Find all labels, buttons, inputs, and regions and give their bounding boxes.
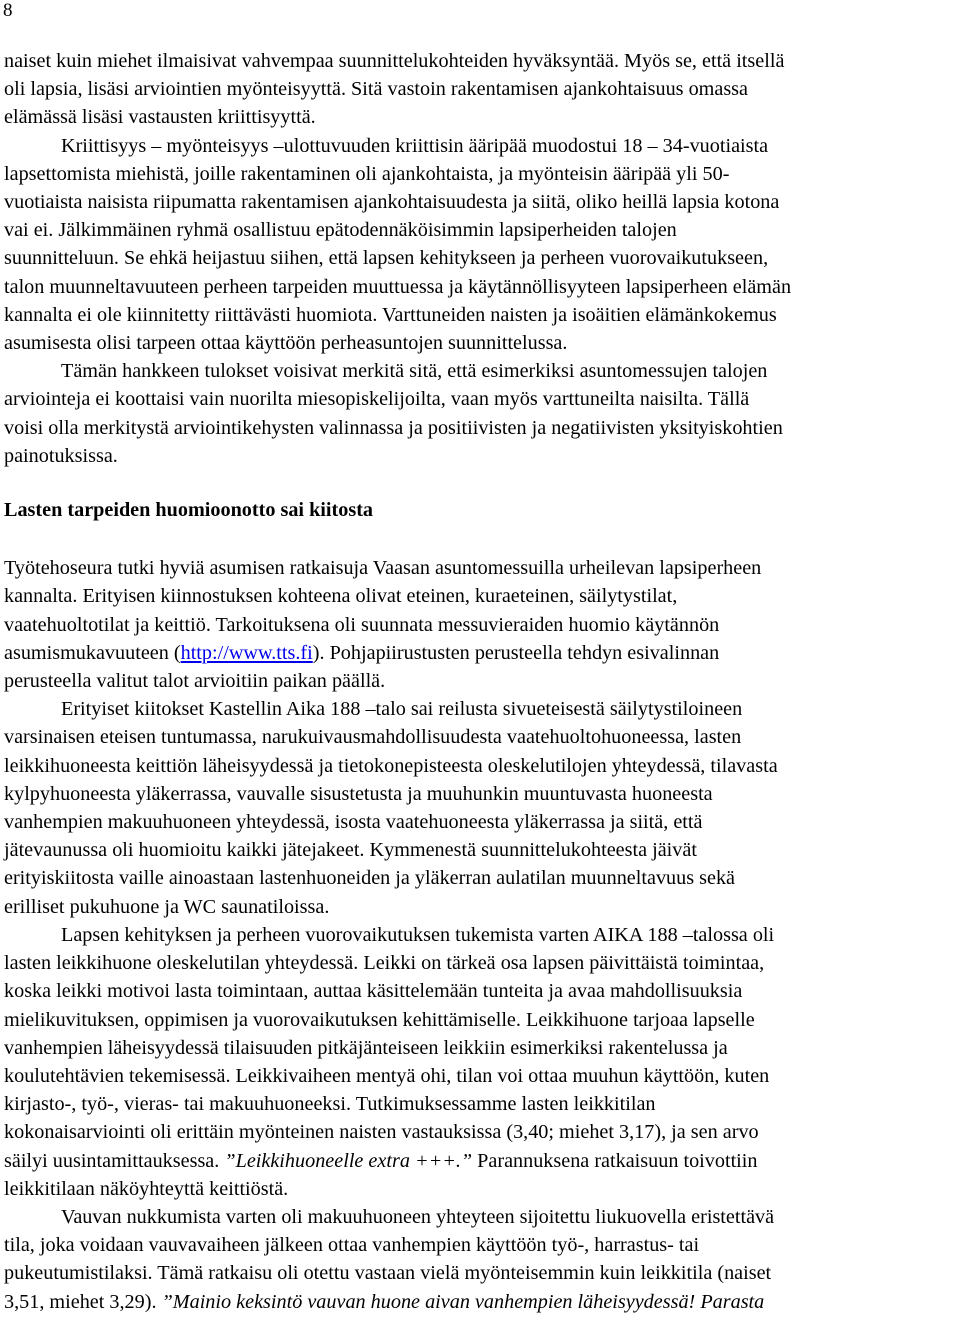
- text-line: kannalta. Erityisen kiinnostuksen kohteena olivat eteinen, kuraeteinen, säilytystilat,: [4, 585, 678, 608]
- text-line: vanhempien läheisyydessä tilaisuuden pitkäjänteiseen leikkiin esimerkiksi rakentelussa ja: [4, 1036, 728, 1059]
- quote-italic: Parasta: [700, 1290, 765, 1313]
- text-line: perusteella valitut talot arvioitiin paikan päällä.: [4, 670, 386, 693]
- text-line: [4, 1203, 960, 1231]
- text-span: asumismukavuuteen (: [4, 641, 181, 664]
- text-line: arviointeja ei koottaisi vain nuorilta miesopiskelijoilta, vaan myös varttuneilta naisilta. Tällä: [4, 388, 750, 411]
- text-line: koska leikki motivoi lasta toimintaan, auttaa käsittelemään tunteita ja avaa mahdollisuuksia: [4, 980, 743, 1003]
- quote-italic: ”Mainio keksintö vauvan huone aivan vanhempien läheisyydessä!: [161, 1290, 696, 1313]
- text-line: oli lapsia, lisäsi arviointien myönteisyyttä. Sitä vastoin rakentamisen ajankohtaisuus omassa: [4, 78, 749, 101]
- text-line: Työtehoseura tutki hyviä asumisen ratkaisuja Vaasan asuntomessuilla urheilevan lapsiperheen: [4, 557, 762, 580]
- text-line: varsinaisen eteisen tuntumassa, narukuivausmahdollisuudesta vaatehuoltohuoneessa, lasten: [4, 726, 742, 749]
- text-line: painotuksissa.: [4, 444, 118, 467]
- spacer: [4, 470, 960, 496]
- text-line: leikkitilaan näköyhteyttä keittiöstä.: [4, 1177, 289, 1200]
- document-body: [4, 47, 960, 1316]
- text-span: säilyi uusintamittauksessa.: [4, 1149, 225, 1172]
- text-span: Kriittisyys – myönteisyys –ulottuvuuden kriittisin ääripää muodostui 18 – 34-vuotiaista: [61, 134, 769, 157]
- text-line: pukeutumistilaksi. Tämä ratkaisu oli otettu vastaan vielä myönteisemmin kuin leikkitila (naiset: [4, 1262, 772, 1285]
- text-line: [4, 1288, 960, 1316]
- text-line: kylpyhuoneesta yläkerrassa, vauvalle sisustetusta ja muuhunkin muuntuvasta huoneesta: [4, 782, 713, 805]
- text-span: Parannuksena ratkaisuun toivottiin: [472, 1149, 758, 1172]
- text-line: vaatehuoltotilat ja keittiö. Tarkoituksena oli suunnata messuvieraiden huomio käytännön: [4, 613, 720, 636]
- section-heading: Lasten tarpeiden huomioonotto sai kiitosta: [4, 499, 374, 522]
- text-line: kokonaisarviointi oli erittäin myönteinen naisten vastauksissa (3,40; miehet 3,17), ja sen arvo: [4, 1121, 759, 1144]
- text-span: Vauvan nukkumista varten oli makuuhuoneen yhteyteen sijoitettu liukuovella eristettävä: [61, 1205, 775, 1228]
- text-line: [4, 639, 960, 667]
- text-line: elämässä lisäsi vastausten kriittisyyttä.: [4, 106, 316, 129]
- text-line: lasten leikkihuone oleskelutilan yhteydessä. Leikki on tärkeä osa lapsen päivittäistä toimintaa,: [4, 952, 765, 975]
- text-line: kannalta ei ole kiinnitetty riittävästi huomiota. Varttuneiden naisten ja isoäitien elämänkokemus: [4, 303, 777, 326]
- text-line: asumisesta olisi tarpeen ottaa käyttöön perheasuntojen suunnittelussa.: [4, 332, 568, 355]
- text-span: Tämän hankkeen tulokset voisivat merkitä sitä, että esimerkiksi asuntomessujen talojen: [61, 360, 768, 383]
- text-line: voisi olla merkitystä arviointikehysten valinnassa ja positiivisten ja negatiivisten yksityiskohtien: [4, 416, 783, 439]
- text-line: mielikuvituksen, oppimisen ja vuorovaikutuksen kehittämiselle. Leikkihuone tarjoaa lapselle: [4, 1008, 755, 1031]
- text-line: vuotiaista naisista riipumatta rakentamisen ajankohtaisuudesta ja siitä, oliko heillä lapsia kotona: [4, 191, 780, 214]
- text-line: [4, 1147, 960, 1175]
- tts-website-link[interactable]: http://www.tts.fi: [180, 641, 313, 664]
- text-line: [4, 132, 960, 160]
- text-line: lapsettomista miehistä, joille rakentaminen oli ajankohtaista, ja myönteisin ääripää yli 50-: [4, 162, 730, 185]
- text-line: [4, 921, 960, 949]
- text-line: naiset kuin miehet ilmaisivat vahvempaa suunnittelukohteiden hyväksyntää. Myös se, että itsellä: [4, 50, 785, 72]
- text-span: Erityiset kiitokset Kastellin Aika 188 –talo sai reilusta sivueteisestä säilytystiloineen: [61, 698, 743, 721]
- text-line: vanhempien makuuhuoneen yhteydessä, isosta vaatehuoneesta yläkerrassa ja siitä, että: [4, 811, 703, 834]
- text-line: talon muunneltavuuteen perheen tarpeiden muuttuessa ja käytännöllisyyteen lapsiperheen elämän: [4, 275, 792, 298]
- text-line: [4, 357, 960, 385]
- text-line: [4, 695, 960, 723]
- text-span: Lapsen kehityksen ja perheen vuorovaikutuksen tukemista varten AIKA 188 –talossa oli: [61, 923, 775, 946]
- text-line: kirjasto-, työ-, vieras- tai makuuhuoneeksi. Tutkimuksessamme lasten leikkitilan: [4, 1093, 656, 1116]
- text-span: 3,51, miehet 3,29).: [4, 1290, 162, 1313]
- text-line: suunnitteluun. Se ehkä heijastuu siihen, että lapsen kehitykseen ja perheen vuorovaikutukseen,: [4, 247, 769, 270]
- quote-italic: ”Leikkihuoneelle extra +++.”: [224, 1149, 473, 1172]
- text-line: erilliset pukuhuone ja WC saunatiloissa.: [4, 895, 330, 918]
- text-line: jätevaunussa oli huomioitu kaikki jätejakeet. Kymmenestä suunnittelukohteesta jäivät: [4, 839, 697, 862]
- text-line: leikkihuoneesta keittiön läheisyydessä ja tietokonepisteesta oleskelutilojen yhteydessä, tilavasta: [4, 754, 778, 777]
- page-number: 8: [3, 0, 13, 21]
- text-line: erityiskiitosta vaille ainoastaan lastenhuoneiden ja yläkerran aulatilan muunneltavuus sekä: [4, 867, 735, 890]
- spacer: [4, 524, 960, 554]
- text-line: vai ei. Jälkimmäinen ryhmä osallistuu epätodennäköisimmin lapsiperheiden talojen: [4, 219, 677, 242]
- text-line: tila, joka voidaan vauvavaiheen jälkeen ottaa vanhempien käyttöön työ-, harrastus- tai: [4, 1234, 700, 1257]
- text-line: koulutehtävien tekemisessä. Leikkivaiheen mentyä ohi, tilan voi ottaa muuhun käyttöön, kuten: [4, 1064, 770, 1087]
- text-span: ). Pohjapiirustusten perusteella tehdyn esivalinnan: [312, 641, 720, 664]
